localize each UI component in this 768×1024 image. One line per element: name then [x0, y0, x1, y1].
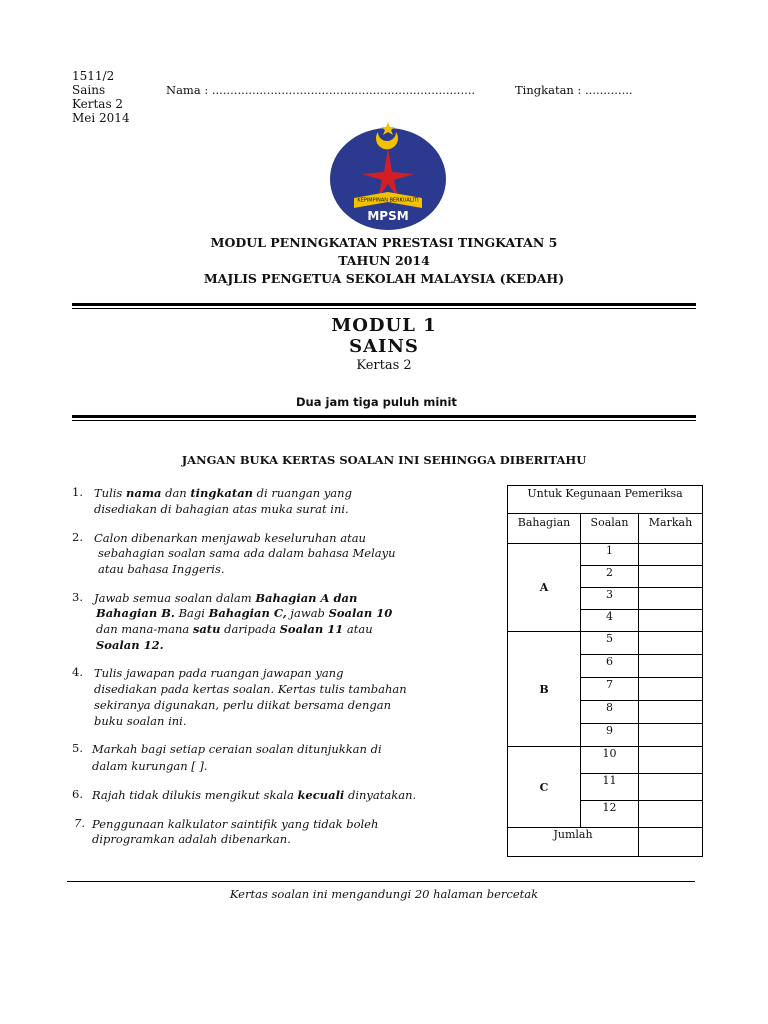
instruction-line: dalam kurungan [ ].	[92, 759, 208, 773]
paper-date: Mei 2014	[72, 111, 130, 125]
duration: Dua jam tiga puluh minit	[296, 395, 457, 409]
instruction-line: Tulis jawapan pada ruangan jawapan yang	[94, 666, 344, 680]
paper-number: Kertas 2	[72, 97, 124, 111]
instruction-line: buku soalan ini.	[94, 714, 187, 728]
instruction-line: Rajah tidak dilukis mengikut skala kecuali dinyatakan.	[92, 788, 417, 802]
instruction-line: Penggunaan kalkulator saintifik yang tidak boleh	[92, 817, 379, 831]
paper-subject: Sains	[72, 83, 106, 97]
question-cell: 11	[581, 774, 639, 801]
instruction-line: disediakan pada kertas soalan. Kertas tulis tambahan	[94, 682, 407, 696]
mark-cell[interactable]	[639, 610, 703, 632]
question-cell: 10	[581, 747, 639, 774]
mark-cell[interactable]	[639, 566, 703, 588]
mark-cell[interactable]	[639, 632, 703, 655]
mid-rule-thick	[72, 415, 696, 418]
total-label: Jumlah	[508, 828, 639, 857]
mpsm-logo	[326, 114, 450, 232]
logo-acronym: MPSM	[367, 209, 409, 223]
paper-code: 1511/2	[72, 69, 115, 83]
total-mark-cell[interactable]	[639, 828, 703, 857]
question-cell: 8	[581, 701, 639, 724]
question-cell: 3	[581, 588, 639, 610]
instruction-line: Tulis nama dan tingkatan di ruangan yang	[94, 486, 352, 500]
footer-rule	[67, 881, 695, 882]
logo-banner: KEPIMPINAN BERKUALITI	[357, 197, 419, 204]
title-line-2: TAHUN 2014	[338, 253, 430, 268]
mark-cell[interactable]	[639, 801, 703, 828]
top-rule-thick	[72, 303, 696, 306]
question-cell: 1	[581, 544, 639, 566]
instruction-line: Jawab semua soalan dalam Bahagian A dan	[94, 591, 358, 605]
question-cell: 5	[581, 632, 639, 655]
instruction-number: 3.	[72, 590, 83, 604]
instruction-number: 6.	[72, 787, 83, 801]
instruction-number: 4.	[72, 665, 83, 679]
form-field[interactable]: Tingkatan : .............	[515, 83, 633, 97]
mark-cell[interactable]	[639, 678, 703, 701]
instruction-line: Soalan 12.	[96, 638, 164, 652]
instruction-line: dan mana-mana satu daripada Soalan 11 atau	[96, 622, 373, 636]
instruction-line: Markah bagi setiap ceraian soalan ditunjukkan di	[92, 742, 382, 756]
examiner-table-title: Untuk Kegunaan Pemeriksa	[508, 486, 703, 514]
mid-rule-thin	[72, 420, 696, 421]
instruction-line: Calon dibenarkan menjawab keseluruhan atau	[94, 531, 366, 545]
instruction-number: 5.	[72, 741, 83, 755]
instruction-line: sebahagian soalan sama ada dalam bahasa Melayu	[98, 546, 396, 560]
mark-cell[interactable]	[639, 701, 703, 724]
col-header-soalan: Soalan	[581, 514, 639, 544]
instruction-line: Bahagian B. Bagi Bahagian C, jawab Soalan 10	[96, 606, 393, 620]
section-b: B	[508, 632, 581, 747]
title-line-1: MODUL PENINGKATAN PRESTASI TINGKATAN 5	[210, 235, 558, 250]
question-cell: 6	[581, 655, 639, 678]
name-field[interactable]: Nama : ........................................................................	[166, 83, 476, 97]
question-cell: 2	[581, 566, 639, 588]
module-name: MODUL 1	[331, 315, 437, 336]
question-cell: 4	[581, 610, 639, 632]
mark-cell[interactable]	[639, 588, 703, 610]
question-cell: 9	[581, 724, 639, 747]
mark-cell[interactable]	[639, 544, 703, 566]
mark-cell[interactable]	[639, 724, 703, 747]
module-paper: Kertas 2	[356, 358, 412, 373]
mark-cell[interactable]	[639, 774, 703, 801]
question-cell: 7	[581, 678, 639, 701]
title-line-3: MAJLIS PENGETUA SEKOLAH MALAYSIA (KEDAH)	[203, 271, 565, 286]
instruction-line: atau bahasa Inggeris.	[98, 562, 225, 576]
instruction-line: diprogramkan adalah dibenarkan.	[92, 832, 291, 846]
instruction-line: sekiranya digunakan, perlu diikat bersama dengan	[94, 698, 391, 712]
instruction-number: 1.	[72, 485, 83, 499]
col-header-markah: Markah	[639, 514, 703, 544]
mark-cell[interactable]	[639, 655, 703, 678]
section-c: C	[508, 747, 581, 828]
instruction-number: 7.	[74, 816, 85, 830]
instruction-line: disediakan di bahagian atas muka surat ini.	[94, 502, 349, 516]
warning-text: JANGAN BUKA KERTAS SOALAN INI SEHINGGA DIBERITAHU	[181, 453, 587, 467]
examiner-table	[507, 485, 703, 857]
module-subject: SAINS	[349, 336, 419, 357]
col-header-bahagian: Bahagian	[508, 514, 581, 544]
mark-cell[interactable]	[639, 747, 703, 774]
footer-text: Kertas soalan ini mengandungi 20 halaman bercetak	[229, 887, 539, 901]
question-cell: 12	[581, 801, 639, 828]
top-rule-thin	[72, 308, 696, 309]
section-a: A	[508, 544, 581, 632]
instruction-number: 2.	[72, 530, 83, 544]
